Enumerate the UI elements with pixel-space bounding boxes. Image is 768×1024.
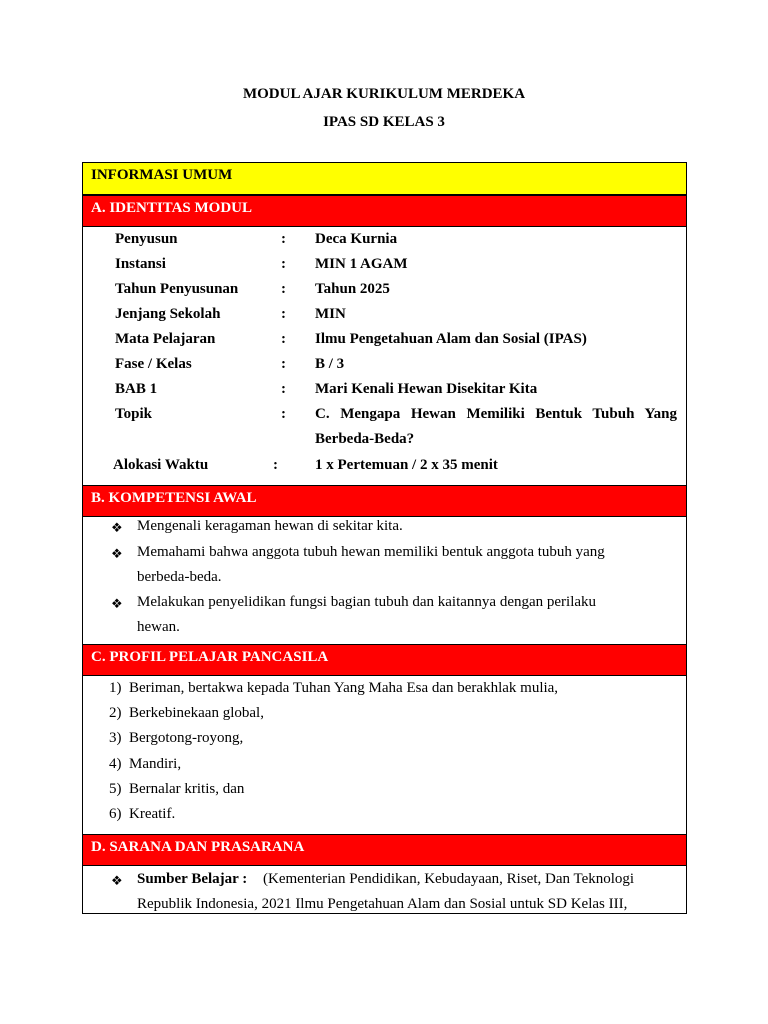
profil-item: Kreatif. xyxy=(129,806,176,822)
field-colon: : xyxy=(281,256,286,272)
kompetensi-item: Mengenali keragaman hewan di sekitar kita. xyxy=(137,518,403,534)
field-value-penyusun: Deca Kurnia xyxy=(315,231,398,247)
kompetensi-item: Memahami bahwa anggota tubuh hewan memiliki bentuk anggota tubuh yang xyxy=(137,544,605,560)
field-value-mapel: Ilmu Pengetahuan Alam dan Sosial (IPAS) xyxy=(315,331,587,347)
field-colon: : xyxy=(281,381,286,397)
field-colon: : xyxy=(281,231,286,247)
profil-item: Bergotong-royong, xyxy=(129,730,244,746)
profil-pancasila-header: C. PROFIL PELAJAR PANCASILA xyxy=(83,644,686,676)
diamond-bullet-icon: ❖ xyxy=(111,520,123,535)
sarana-prasarana-header: D. SARANA DAN PRASARANA xyxy=(83,834,686,866)
field-value-bab: Mari Kenali Hewan Disekitar Kita xyxy=(315,381,538,397)
list-number: 3) xyxy=(109,730,122,746)
field-label-tahun: Tahun Penyusunan xyxy=(115,281,239,297)
profil-item: Beriman, bertakwa kepada Tuhan Yang Maha Esa dan berakhlak mulia, xyxy=(129,680,559,696)
field-colon: : xyxy=(281,281,286,297)
document-subtitle: IPAS SD KELAS 3 xyxy=(323,114,445,130)
kompetensi-item-cont: hewan. xyxy=(137,619,180,635)
field-value-jenjang: MIN xyxy=(315,306,346,322)
field-value-topik-cont: Berbeda-Beda? xyxy=(315,431,415,447)
field-value-tahun: Tahun 2025 xyxy=(315,281,390,297)
diamond-bullet-icon: ❖ xyxy=(111,873,123,888)
profil-item: Bernalar kritis, dan xyxy=(129,781,245,797)
field-label-penyusun: Penyusun xyxy=(115,231,178,247)
profil-item: Berkebinekaan global, xyxy=(129,705,264,721)
field-value-topik: C. Mengapa Hewan Memiliki Bentuk Tubuh Yang xyxy=(315,406,677,422)
field-label-instansi: Instansi xyxy=(115,256,166,272)
field-label-bab: BAB 1 xyxy=(115,381,158,397)
diamond-bullet-icon: ❖ xyxy=(111,546,123,561)
field-label-mapel: Mata Pelajaran xyxy=(115,331,216,347)
field-label-jenjang: Jenjang Sekolah xyxy=(115,306,221,322)
list-number: 6) xyxy=(109,806,122,822)
list-number: 1) xyxy=(109,680,122,696)
field-label-alokasi: Alokasi Waktu xyxy=(113,457,209,473)
field-colon: : xyxy=(281,356,286,372)
field-colon: : xyxy=(273,457,278,473)
kompetensi-item: Melakukan penyelidikan fungsi bagian tubuh dan kaitannya dengan perilaku xyxy=(137,594,597,610)
list-number: 2) xyxy=(109,705,122,721)
sumber-belajar-label: Sumber Belajar : xyxy=(137,871,248,887)
sumber-belajar-text-cont: Republik Indonesia, 2021 Ilmu Pengetahuan Alam dan Sosial untuk SD Kelas III, xyxy=(137,896,628,912)
kompetensi-item-cont: berbeda-beda. xyxy=(137,569,222,585)
informasi-umum-header: INFORMASI UMUM xyxy=(83,163,686,195)
field-label-fase: Fase / Kelas xyxy=(115,356,192,372)
field-label-topik: Topik xyxy=(115,406,152,422)
field-colon: : xyxy=(281,306,286,322)
sumber-belajar-text: (Kementerian Pendidikan, Kebudayaan, Riset, Dan Teknologi xyxy=(263,871,635,887)
field-colon: : xyxy=(281,331,286,347)
field-value-instansi: MIN 1 AGAM xyxy=(315,256,408,272)
diamond-bullet-icon: ❖ xyxy=(111,596,123,611)
field-colon: : xyxy=(281,406,286,422)
kompetensi-awal-header: B. KOMPETENSI AWAL xyxy=(83,485,686,517)
identitas-modul-header: A. IDENTITAS MODUL xyxy=(83,195,686,227)
module-table xyxy=(82,162,687,914)
field-value-fase: B / 3 xyxy=(315,356,345,372)
document-title: MODUL AJAR KURIKULUM MERDEKA xyxy=(242,86,526,102)
list-number: 4) xyxy=(109,756,122,772)
field-value-alokasi: 1 x Pertemuan / 2 x 35 menit xyxy=(315,457,498,473)
list-number: 5) xyxy=(109,781,122,797)
profil-item: Mandiri, xyxy=(129,756,182,772)
